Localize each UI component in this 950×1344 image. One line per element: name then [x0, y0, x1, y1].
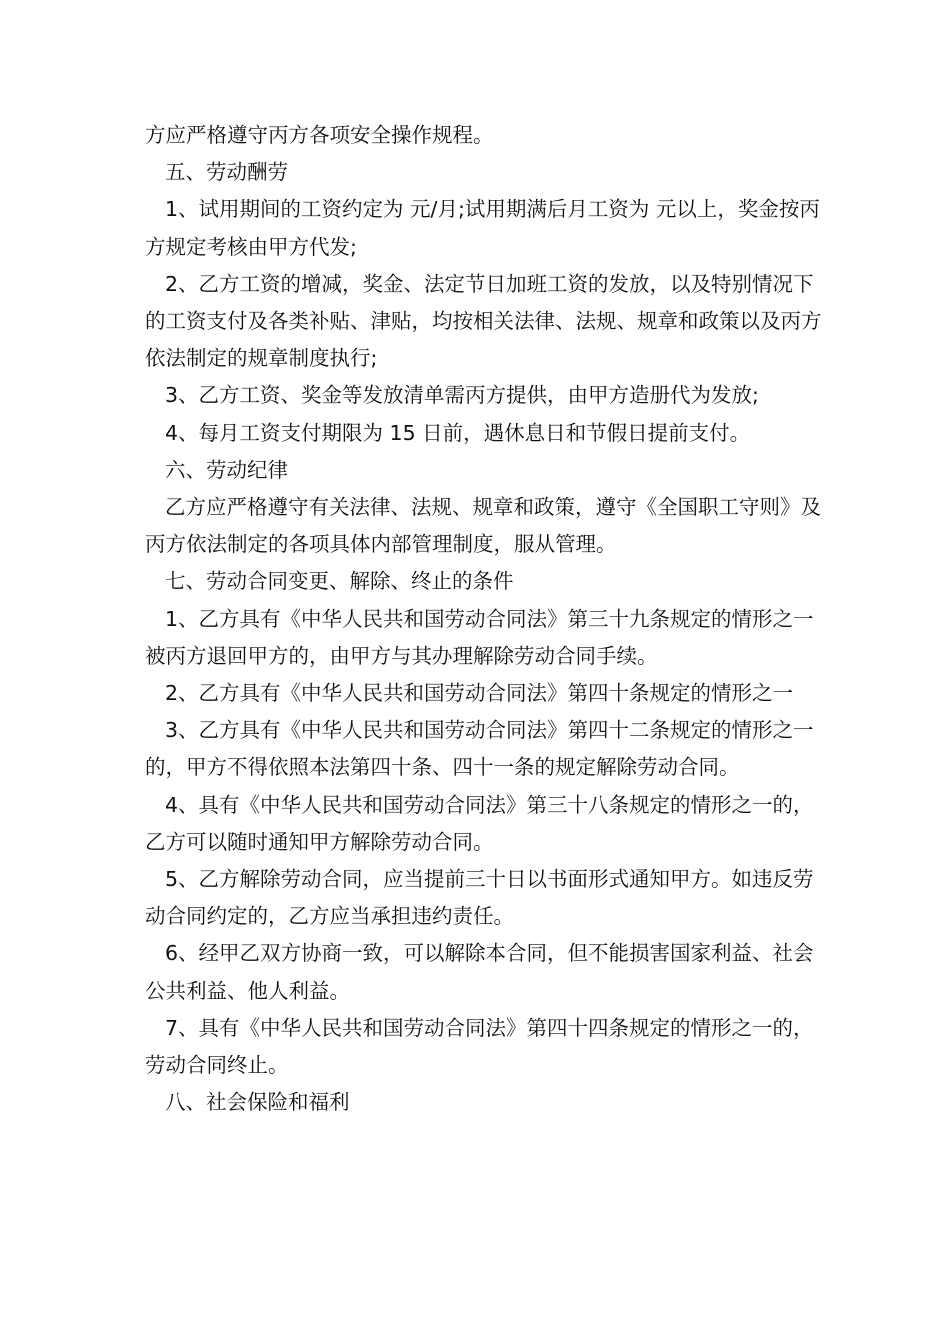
section-heading-contract-change: 七、劳动合同变更、解除、终止的条件 — [165, 569, 514, 594]
section-heading-social-insurance: 八、社会保险和福利 — [165, 1090, 350, 1115]
paragraph-payroll-list: 3、乙方工资、奖金等发放清单需丙方提供，由甲方造册代为发放; — [165, 383, 759, 408]
paragraph-mutual-termination: 6、经甲乙双方协商一致，可以解除本合同，但不能损害国家利益、社会公共利益、他人利益。 — [145, 941, 814, 1003]
paragraph-probation-wage: 1、试用期间的工资约定为 元/月;试用期满后月工资为 元以上，奖金按丙方规定考核由甲方代发; — [145, 197, 820, 259]
paragraph-resignation-notice: 5、乙方解除劳动合同，应当提前三十日以书面形式通知甲方。如违反劳动合同约定的，乙方应当承担违约责任。 — [145, 867, 814, 929]
paragraph-payment-deadline: 4、每月工资支付期限为 15 日前，遇休息日和节假日提前支付。 — [165, 420, 751, 445]
paragraph-safety-rules: 方应严格遵守丙方各项安全操作规程。 — [145, 123, 494, 147]
paragraph-discipline-rules: 乙方应严格遵守有关法律、法规、规章和政策，遵守《全国职工守则》及丙方依法制定的各项具体内部管理制度，服从管理。 — [145, 495, 821, 557]
section-heading-discipline: 六、劳动纪律 — [165, 457, 288, 482]
paragraph-article-42: 3、乙方具有《中华人民共和国劳动合同法》第四十二条规定的情形之一的，甲方不得依照本法第四十条、四十一条的规定解除劳动合同。 — [145, 718, 814, 780]
document-body — [145, 117, 825, 1121]
paragraph-wage-adjustment: 2、乙方工资的增减，奖金、法定节日加班工资的发放，以及特别情况下的工资支付及各类补贴、津贴，均按相关法律、法规、规章和政策以及丙方依法制定的规章制度执行; — [145, 271, 822, 371]
paragraph-article-38: 4、具有《中华人民共和国劳动合同法》第三十八条规定的情形之一的，乙方可以随时通知甲方解除劳动合同。 — [145, 792, 814, 854]
paragraph-article-40: 2、乙方具有《中华人民共和国劳动合同法》第四十条规定的情形之一 — [165, 681, 794, 706]
paragraph-article-39: 1、乙方具有《中华人民共和国劳动合同法》第三十九条规定的情形之一被丙方退回甲方的，由甲方与其办理解除劳动合同手续。 — [145, 606, 814, 668]
section-heading-remuneration: 五、劳动酬劳 — [165, 160, 288, 185]
paragraph-article-44: 7、具有《中华人民共和国劳动合同法》第四十四条规定的情形之一的，劳动合同终止。 — [145, 1015, 814, 1078]
